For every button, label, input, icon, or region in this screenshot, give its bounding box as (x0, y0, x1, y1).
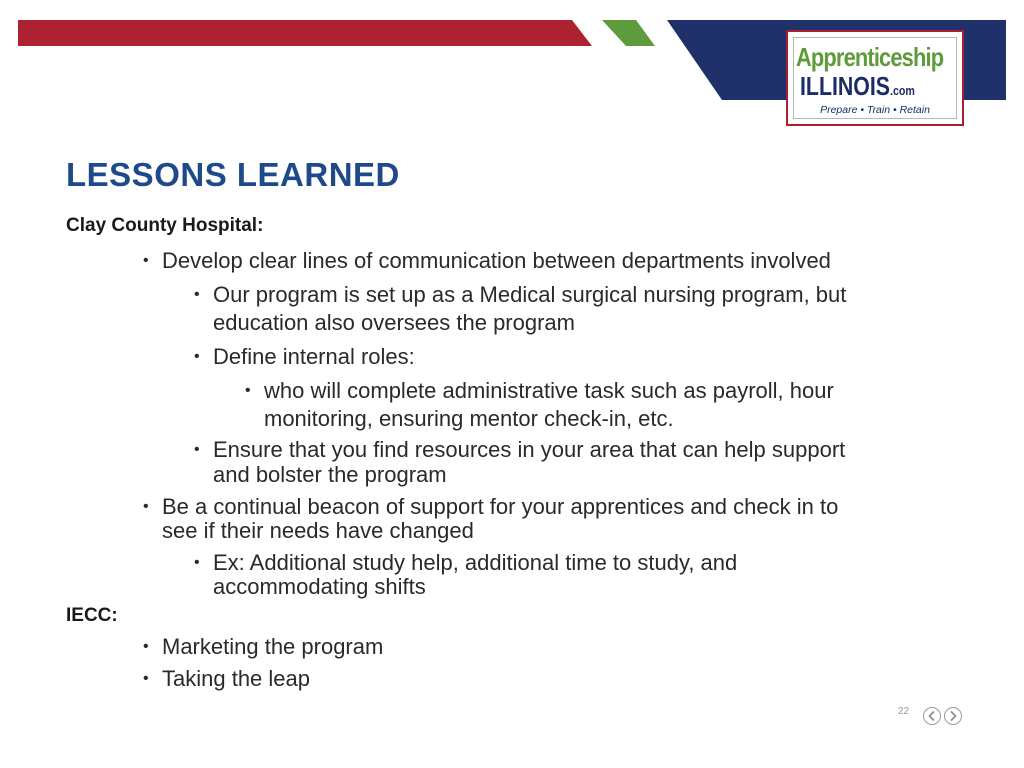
green-stripe (602, 20, 655, 46)
bullet-admin-task-cont: monitoring, ensuring mentor check-in, etc. (264, 406, 674, 431)
chevron-right-icon (945, 708, 961, 724)
logo-line-illinois: ILLINOIS.com (800, 71, 915, 101)
bullet-admin-task: • who will complete administrative task such as payroll, hour (245, 378, 834, 403)
bullet-program-setup-cont: education also oversees the program (213, 310, 575, 335)
logo-line-apprenticeship: Apprenticeship (796, 42, 944, 72)
bullet-program-setup: • Our program is set up as a Medical surgical nursing program, but (194, 282, 847, 307)
section-clay-county: Clay County Hospital: (66, 215, 264, 236)
bullet-internal-roles: • Define internal roles: (194, 344, 415, 369)
bullet-resources: • Ensure that you find resources in your area that can help support (194, 437, 846, 462)
bullet-taking-leap: • Taking the leap (143, 666, 310, 691)
previous-slide-button[interactable] (923, 707, 941, 725)
bullet-beacon-support: • Be a continual beacon of support for your apprentices and check in to (143, 494, 839, 519)
slide-title: LESSONS LEARNED (66, 156, 400, 193)
apprenticeship-illinois-logo (786, 30, 964, 126)
bullet-communication: • Develop clear lines of communication between departments involved (143, 248, 831, 273)
next-slide-button[interactable] (944, 707, 962, 725)
logo-tagline: Prepare • Train • Retain (820, 104, 930, 116)
page-number: 22 (898, 706, 910, 717)
bullet-example: • Ex: Additional study help, additional time to study, and (194, 550, 738, 575)
bullet-beacon-support-cont: see if their needs have changed (162, 518, 474, 543)
bullet-resources-cont: and bolster the program (213, 462, 447, 487)
chevron-left-icon (924, 708, 940, 724)
section-iecc: IECC: (66, 605, 118, 626)
bullet-marketing: • Marketing the program (143, 634, 384, 659)
bullet-example-cont: accommodating shifts (213, 574, 426, 599)
red-stripe (18, 20, 592, 46)
